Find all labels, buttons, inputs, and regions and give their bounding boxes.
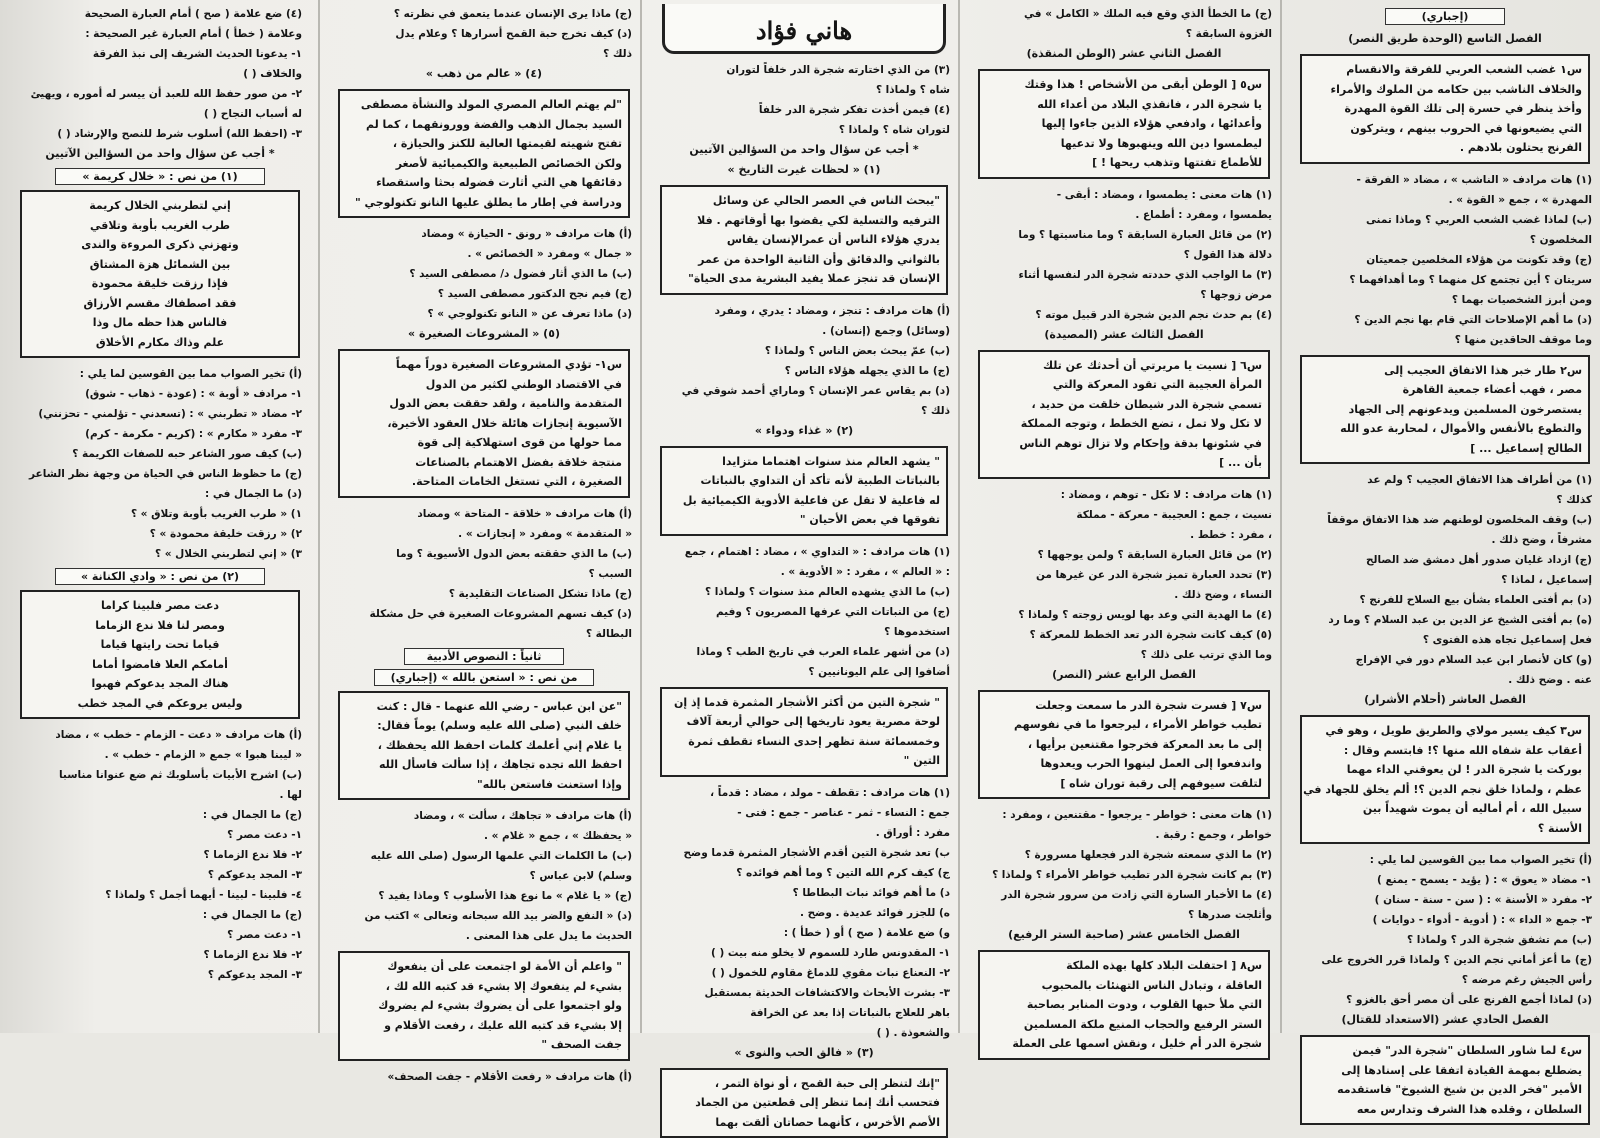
text-line: ٣- بشرت الأبحاث والاكتشافات الحديثة بمستقبل (658, 983, 950, 1003)
text-line: ولو اجتمعوا على أن يضروك بشيء لم يضروك (346, 996, 622, 1016)
text-line: (ج) ما الجمال في : (18, 805, 302, 825)
question-list (658, 783, 950, 1043)
text-line: كذلك ؟ (1298, 490, 1592, 510)
text-line: ذلك ؟ (658, 401, 950, 421)
text-line: باهر للعلاج بالنباتات إذا بعد عن الخرافة (658, 1003, 950, 1023)
text-line: الأسنة ؟ (1308, 819, 1582, 839)
text-line: ١- المقدونس طارد للسموم لا يخلو منه بيت ( ) (658, 943, 950, 963)
text-line: (أ) هات مرادف « رفعت الأقلام - جفت الصحف» (336, 1067, 632, 1087)
excerpt-box (978, 69, 1270, 179)
excerpt-box (338, 951, 630, 1061)
text-line: س٢ طار خبر هذا الاتفاق العجيب إلى (1308, 361, 1582, 381)
text-line: بالنباتات الطبية لأنه تأكد أن التداوي بالنباتات (668, 471, 940, 491)
text-line: (١) هات مرادف : « التداوي » ، مضاد : اهتمام ، جمع (658, 542, 950, 562)
column-passages-and-hadith (328, 0, 640, 1033)
text-line: تفوقها في بعض الأحيان " (668, 510, 940, 530)
excerpt-box (1300, 715, 1590, 844)
text-line: وتهزني ذكرى المروءة والندى (28, 235, 292, 255)
text-line: المخلصون ؟ (1298, 230, 1592, 250)
excerpt-box (1300, 54, 1590, 164)
text-line: (د) بم يقاس عمر الإنسان ؟ وماراي أحمد شوقي في (658, 381, 950, 401)
text-line: (٣) تحدد العبارة تميز شجرة الدر عن غيرها من (976, 565, 1272, 585)
text-line: (أ) هات مرادف « رونق - الحيازة » ومضاد (336, 224, 632, 244)
text-line: خواطر ، وجمع : رقبة . (976, 825, 1272, 845)
text-line: أعقاب علة شفاه الله منها ؟! فابتسم وقال : (1308, 741, 1582, 761)
text-line: (ج) « يا غلام » ما نوع هذا الأسلوب ؟ وماذا يفيد ؟ (336, 886, 632, 906)
text-line: لا تكل ولا تمل ، تضع الخطط ، وتوجه المملكة (986, 414, 1262, 434)
excerpt-box (978, 950, 1270, 1060)
text-line: " شجرة التين من أكثر الأشجار المثمرة قدما إذ إن (668, 693, 940, 713)
text-line: (ج) ماذا يرى الإنسان عندما يتعمق في نظرته ؟ (336, 4, 632, 24)
text-line: (د) « النفع والضر بيد الله سبحانه وتعالى » اكتب من (336, 906, 632, 926)
text-line: (٣) من الذي اختارته شجرة الدر خلفاً لتوران (658, 60, 950, 80)
question-list (1298, 170, 1592, 350)
column-rule (958, 0, 960, 1033)
excerpt-box (660, 185, 948, 295)
passage-title: (٥) « المشروعات الصغيرة » (336, 324, 632, 344)
text-line: (ب) عمّ يبحث بعض الناس ؟ ولماذا ؟ (658, 341, 950, 361)
text-line: الفرنج يحتلون بلادهم . (1308, 138, 1582, 158)
question-list (336, 224, 632, 324)
text-line: (وسائل) وجمع (إنسان) . (658, 321, 950, 341)
text-line: س٨ [ احتفلت البلاد كلها بهذه الملكة (986, 956, 1262, 976)
text-line: والشعوذة . ( ) (658, 1023, 950, 1043)
section-heading: الفصل الحادي عشر (الاستعداد للقتال) (1298, 1010, 1592, 1030)
column-rule (1280, 0, 1282, 1033)
text-line: (د) كيف تخرج حبة القمح أسرارها ؟ وعلام يدل (336, 24, 632, 44)
text-line: فعل إسماعيل تجاه هذه الفتوى ؟ (1298, 630, 1592, 650)
text-line: مما حولها من قوى استهلاكية إلى قوة (346, 433, 622, 453)
question-list (18, 725, 302, 985)
text-line: (٣) بم كانت شجرة الدر تطيب خواطر الأمراء ؟ ولماذا ؟ (976, 865, 1272, 885)
text-line: واندفعوا إلى العمل لينهوا الحرب ويعدوها (986, 754, 1262, 774)
text-line: (١) هات مرادف : لا تكل - توهم ، ومضاد : (976, 485, 1272, 505)
text-line: فالناس هذا حظه مال وذا (28, 313, 292, 333)
text-line: وأخذ ينظر في حسرة إلى تلك القوة المهدرة (1308, 99, 1582, 119)
text-line: السبب ؟ (336, 564, 632, 584)
text-line: ١) « طرب الغريب بأوبة وتلاق » ؟ (18, 504, 302, 524)
text-label: (١) من نص : « خلال كريمة » (55, 168, 265, 185)
text-line: (د) بم أفتى العلماء بشأن بيع السلاح للفرنج ؟ (1298, 590, 1592, 610)
text-line: (١) من أطراف هذا الاتفاق العجيب ؟ ولم عد (1298, 470, 1592, 490)
text-line: السيد بجمال الذهب والفضة وورونقهما ، كما لم (346, 115, 622, 135)
text-line: « جمال » ومفرد « الخصائص » . (336, 244, 632, 264)
text-line: بالثواني والدقائق وأن الثانية الواحدة من عمر (668, 250, 940, 270)
text-line: (أ) هات مرادف « تجاهك ، سألت » ، ومضاد (336, 806, 632, 826)
text-line: الطالح إسماعيل ... ] (1308, 439, 1582, 459)
text-line: ٣) « إني لتطربني الخلال » ؟ (18, 544, 302, 564)
text-line: مشرفاً ، وضح ذلك . (1298, 530, 1592, 550)
text-line: يضطلع بمهمة القيادة اتفقا على إسنادها إلى (1308, 1061, 1582, 1081)
text-line: "إنك لتنظر إلى حبة القمح ، أو نواة التمر ، (668, 1074, 940, 1094)
text-line: (د) ما الجمال في : (18, 484, 302, 504)
text-line: (ب) وقف المخلصون لوطنهم ضد هذا الاتفاق موقفاً (1298, 510, 1592, 530)
text-line: فقد اصطفاك مقسم الأرزاق (28, 294, 292, 314)
text-line: س٥ [ الوطن أبقى من الأشخاص ! هذا وقتك (986, 75, 1262, 95)
excerpt-box (660, 687, 948, 777)
text-line: قياما تحت رايتها قياما (28, 635, 292, 655)
text-line: هناك المجد يدعوكم فهبوا (28, 674, 292, 694)
text-line: الآسيوية إنجازات هائلة خلال العقود الأخيرة، (346, 414, 622, 434)
text-line: ه) للجزر فوائد عديدة . وضح . (658, 903, 950, 923)
excerpt-box (338, 691, 630, 801)
text-line: وأعدائها ، وادفعي هؤلاء الذين جاءوا إليها (986, 114, 1262, 134)
text-line: (٣) ما الواجب الذي حددته شجرة الدر لنفسها أثناء (976, 265, 1272, 285)
text-line: ليطمسوا دين الله وينهبوها ولا تدعيها (986, 134, 1262, 154)
text-line: ٣- جمع « الداء » : ( أدوية - أدواء - دوايات ) (1298, 910, 1592, 930)
text-line: سبيل الله ، أم أماليه أن يموت شهيداً بين (1308, 799, 1582, 819)
text-line: يطمسوا ، ومفرد : أطماع . (976, 205, 1272, 225)
text-line: وخمسمائة سنة تظهر إحدى النساء تقطف ثمرة (668, 732, 940, 752)
text-line: س٦ [ نسيت يا مريرتي أن أحدثك عن تلك (986, 356, 1262, 376)
question-list (976, 4, 1272, 44)
text-line: تسمي شجرة الدر شيطان خلقت من حديد ، (986, 395, 1262, 415)
text-line: النساء ، وضح ذلك . (976, 585, 1272, 605)
text-label: (٢) من نص : « وادي الكنانة » (55, 568, 265, 585)
instruction: * أجب عن سؤال واحد من السؤالين الآتيين (18, 144, 302, 164)
section-heading: الفصل الرابع عشر (النصر) (976, 665, 1272, 685)
text-line: لتلقت سيوفهم إلى رقبة توران شاه ] (986, 774, 1262, 794)
section-heading: الفصل العاشر (أحلام الأشرار) (1298, 690, 1592, 710)
text-line: "لم يهتم العالم المصري المولد والنشأة مصطفى (346, 95, 622, 115)
text-line: (ب) ما الذي أثار فضول د/ مصطفى السيد ؟ (336, 264, 632, 284)
text-line: التي ملأ حبها القلوب ، ودوت المنابر بصاحبة (986, 995, 1262, 1015)
text-line: له أسباب النجاح ( ) (18, 104, 302, 124)
text-line: (ه) بم أفتى الشيخ عز الدين بن عبد السلام ؟ وما رد (1298, 610, 1592, 630)
text-line: نسيت ، جمع : العجيبة - معركة - مملكة (976, 505, 1272, 525)
text-line: وسلم) لابن عباس ؟ (336, 866, 632, 886)
part-two-label: ثانياً : النصوص الأدبية (404, 648, 564, 665)
text-line: وما الذي ترتب على ذلك ؟ (976, 645, 1272, 665)
text-line: ذلك ؟ (336, 44, 632, 64)
text-line: مصر ، فهب أعضاء جمعية القاهرة (1308, 380, 1582, 400)
text-line: الحديث ما يدل على هذا المعنى . (336, 926, 632, 946)
question-list (976, 805, 1272, 925)
text-line: وعلامة ( خطأ ) أمام العبارة غير الصحيحة : (18, 24, 302, 44)
text-line: ٣- المجد يدعوكم ؟ (18, 865, 302, 885)
text-line: يستصرخون المسلمين ويدعونهم إلى الجهاد (1308, 400, 1582, 420)
text-line: ١- دعت مصر ؟ (18, 825, 302, 845)
text-line: خلف النبي (صلى الله عليه وسلم) يوماً فقال: (346, 716, 622, 736)
text-line: وليس يروعكم في المجد خطب (28, 694, 292, 714)
section-heading: الفصل التاسع (الوحدة طريق النصر) (1298, 29, 1592, 49)
text-line: سريتان ؟ أين تجتمع كل منهما ؟ وما أهدافهما ؟ (1298, 270, 1592, 290)
text-line: ٢- من صور حفظ الله للعبد أن ييسر له أموره ، ويهيئ (18, 84, 302, 104)
text-line: علم وذاك مكارم الأخلاق (28, 333, 292, 353)
text-line: (أ) هات مرادف : تنجز ، ومضاد : يدري ، ومفرد (658, 301, 950, 321)
text-line: بين الشمائل هزة المشتاق (28, 255, 292, 275)
text-line: يا غلام إني أعلمك كلمات احفظ الله يحفظك ، (346, 736, 622, 756)
text-line: العاقلة ، وتبادل الناس التهنئات بالمحبوب (986, 976, 1262, 996)
text-line: منتجة خلاقة بفضل الاهتمام بالصناعات (346, 453, 622, 473)
text-line: س١- تؤدي المشروعات الصغيرة دوراً مهماً (346, 355, 622, 375)
text-line: س١ غضب الشعب العربي للفرقة والانقسام (1308, 60, 1582, 80)
question-list (1298, 850, 1592, 1010)
author-header (662, 4, 946, 54)
text-line: (ج) ماذا تشكل الصناعات التقليدية ؟ (336, 584, 632, 604)
text-line: بشيء لم ينفعوك إلا بشيء قد كتبه الله لك ، (346, 977, 622, 997)
text-line: (ج) ازداد غليان صدور أهل دمشق ضد الصالح (1298, 550, 1592, 570)
section-heading: الفصل الثالث عشر (المصيدة) (976, 325, 1272, 345)
text-line: (ج) ما الجمال في : (18, 905, 302, 925)
text-line: " يشهد العالم منذ سنوات اهتماما متزايدا (668, 452, 940, 472)
text-line: (ب) ما الذي يشهده العالم منذ سنوات ؟ ولماذا ؟ (658, 582, 950, 602)
text-line: رأس الجيش رغم مرضه ؟ (1298, 970, 1592, 990)
text-line: يدري هؤلاء الناس أن عمرالإنسان يقاس (668, 230, 940, 250)
question-list (658, 60, 950, 140)
text-line: ولكن الخصائص الطبيعية والكيميائية لأصغر (346, 154, 622, 174)
text-line: (ج) ما أعز أماني نجم الدين ؟ ولماذا قرر الخروج على (1298, 950, 1592, 970)
text-line: تطيب خواطر الأمراء ، ليرجعوا ما في نفوسهم (986, 715, 1262, 735)
text-line: الصغيرة ، التي تستغل الخامات المتاحة. (346, 472, 622, 492)
text-line: لتوران شاه ؟ ولماذا ؟ (658, 120, 950, 140)
text-line: الإنسان قد تنجز عملا يفيد البشرية مدى الحياة" (668, 269, 940, 289)
column-rule (640, 0, 642, 1033)
text-line: الأمير "فخر الدين بن شيخ الشيوخ" فاستقدمه (1308, 1080, 1582, 1100)
text-line: (ب) مم تشفق شجرة الدر ؟ ولماذا ؟ (1298, 930, 1592, 950)
text-line: ومن أبرز الشخصيات بهما ؟ (1298, 290, 1592, 310)
column-chapter-9-11 (1290, 0, 1600, 1033)
text-line: (ج) ما الذي يجهله هؤلاء الناس ؟ (658, 361, 950, 381)
question-list (1298, 470, 1592, 690)
text-line: (١) هات معنى : يطمسوا ، ومضاد : أبقى - (976, 185, 1272, 205)
text-line: د) ما أهم فوائد نبات البطاطا ؟ (658, 883, 950, 903)
text-line: (ب) اشرح الأبيات بأسلوبك ثم ضع عنوانا مناسبا (18, 765, 302, 785)
text-line: شجرة الدر أم خليل ، ونقش اسمها على العملة (986, 1034, 1262, 1054)
text-line: أمامكم العلا فامضوا أماما (28, 655, 292, 675)
text-line: في شئونها بدقة وإحكام ولا تزال توهم الناس (986, 434, 1262, 454)
text-line: فإذا رزقت خليقة محمودة (28, 274, 292, 294)
text-line: ١- مضاد « يعوق » : ( يؤيد - يسمح - يمنع ) (1298, 870, 1592, 890)
text-line: احفظ الله تجده تجاهك ، إذا سألت فاسأل الله (346, 755, 622, 775)
text-line: (ج) ما حظوظ الناس في الحياة من وجهة نظر الشاعر (18, 464, 302, 484)
text-line: (٤) فيمن أخذت تفكر شجرة الدر خلفاً (658, 100, 950, 120)
text-line: (د) ما أهم الإصلاحات التي قام بها نجم الدين ؟ (1298, 310, 1592, 330)
text-line: (أ) تخير الصواب مما بين القوسين لما يلي : (1298, 850, 1592, 870)
text-line: س٤ لما شاور السلطان "شجرة الدر" فيمن (1308, 1041, 1582, 1061)
column-poetry (10, 0, 310, 1033)
text-line: " واعلم أن الأمة لو اجتمعت على أن ينفعوك (346, 957, 622, 977)
text-line: (٢) ما الذي سمعته شجرة الدر فجعلها مسرورة ؟ (976, 845, 1272, 865)
text-line: له فاعلية لا تقل عن فاعلية الأدوية الكيميائية بل (668, 491, 940, 511)
text-line: (١) هات مرادف : تقطف - مولد ، مضاد : قدماً ، (658, 783, 950, 803)
text-line: (أ) تخير الصواب مما بين القوسين لما يلي : (18, 364, 302, 384)
text-line: (ب) لماذا غضب الشعب العربي ؟ وماذا تمنى (1298, 210, 1592, 230)
text-line: يا شجرة الدر ، فانقذي البلاد من أعداء الله (986, 95, 1262, 115)
instruction: * أجب عن سؤال واحد من السؤالين الآتيين (658, 140, 950, 160)
text-line: البطالة ؟ (336, 624, 632, 644)
text-line: لها . (18, 785, 302, 805)
text-line: التين " (668, 751, 940, 771)
text-line: أضافوا إلى علم اليونانيين ؟ (658, 662, 950, 682)
question-list (18, 4, 302, 144)
text-line: تفتح شهيته لقيمتها العالية للكنز والحيازة ، (346, 134, 622, 154)
text-line: « يحفظك » ، جمع « غلام » . (336, 826, 632, 846)
text-line: ١- مرادف « أوبة » : (عودة - ذهاب - شوق) (18, 384, 302, 404)
text-line: لوحة مصرية يعود تاريخها إلى حوالي أربعة آلاف (668, 712, 940, 732)
question-list (976, 485, 1272, 665)
text-line: وما موقف الحاقدين منها ؟ (1298, 330, 1592, 350)
text-line: ٢) « رزقت خليقة محمودة » ؟ (18, 524, 302, 544)
text-line: المهدرة » ، جمع « القوة » . (1298, 190, 1592, 210)
text-line: ودراسة في إطار ما يطلق عليها النانو تكنولوجي " (346, 193, 622, 213)
text-line: مرض زوجها ؟ (976, 285, 1272, 305)
text-line: (٤) بم حدث نجم الدين شجرة الدر قبيل موته ؟ (976, 305, 1272, 325)
text-line: ١- دعت مصر ؟ (18, 925, 302, 945)
question-list (658, 301, 950, 421)
text-line: ، مفرد : خطط . (976, 525, 1272, 545)
passage-title: (٣) « فالق الحب والنوى » (658, 1043, 950, 1063)
text-line: جمع : النساء - ثمر - عناصر - جمع : فتى - (658, 803, 950, 823)
text-line: (ج) فيم نجح الدكتور مصطفى السيد ؟ (336, 284, 632, 304)
text-line: إسماعيل ، لماذا ؟ (1298, 570, 1592, 590)
text-line: والخلاف ( ) (18, 64, 302, 84)
text-line: (٢) من قائل العبارة السابقة ؟ وما مناسبتها ؟ وما (976, 225, 1272, 245)
excerpt-box (978, 350, 1270, 479)
excerpt-box (1300, 355, 1590, 465)
text-line: دقائقها هي التي أثارت فضوله بحثا واستقصاء (346, 173, 622, 193)
text-line: الترفيه والتسلية لكي يقضوا بها أوقاتهم . فلا (668, 211, 940, 231)
excerpt-box (660, 1068, 948, 1138)
text-line: ب) تعد شجرة التين أقدم الأشجار المثمرة قدما وضح (658, 843, 950, 863)
text-line: ج) كيف كرم الله التين ؟ وما أهم فوائده ؟ (658, 863, 950, 883)
text-line: (ج) ما الخطأ الذي وقع فيه الملك « الكامل » في (976, 4, 1272, 24)
text-line: ٢- النعناع نبات مقوي للدماغ مقاوم للخمول ( ) (658, 963, 950, 983)
text-line: عنه . وضح ذلك . (1298, 670, 1592, 690)
column-reading-passages (650, 0, 958, 1033)
passage-title: (٤) « عالم من ذهب » (336, 64, 632, 84)
text-line: بوركت يا شجرة الدر ! لن يعوقني الداء مهما (1308, 760, 1582, 780)
section-heading: الفصل الخامس عشر (صاحبة الستر الرفيع) (976, 925, 1272, 945)
question-list (18, 364, 302, 564)
text-line: س٣ كيف يسير مولاي والطريق طويل ، وهو في (1308, 721, 1582, 741)
text-line: دلالة هذا القول ؟ (976, 245, 1272, 265)
text-line: (د) لماذا أجمع الفرنج على أن مصر أحق بالغزو ؟ (1298, 990, 1592, 1010)
text-line: (٢) من قائل العبارة السابقة ؟ ولمن يوجهها ؟ (976, 545, 1272, 565)
question-list (336, 4, 632, 64)
question-list (336, 1067, 632, 1087)
mandatory-label: (إجباري) (1385, 8, 1505, 25)
text-line: و) ضع علامة ( صح ) أو ( خطأ ) : (658, 923, 950, 943)
text-line: ومصر لنا فلا ندع الزماما (28, 616, 292, 636)
text-line: مفرد : أوراق . (658, 823, 950, 843)
text-line: الغزوة السابقة ؟ (976, 24, 1272, 44)
text-line: (و) كان لأنصار ابن عبد السلام دور في الإفراج (1298, 650, 1592, 670)
text-line: "عن ابن عباس - رضي الله عنهما - قال : كنت (346, 697, 622, 717)
text-line: « المتقدمة » ومفرد « إنجازات » . (336, 524, 632, 544)
text-line: طرب الغريب بأوبة وتلاقي (28, 216, 292, 236)
text-label: من نص : « استعن بالله » (إجباري) (374, 669, 594, 686)
text-line: وأثلجت صدرها ؟ (976, 905, 1272, 925)
text-line: (١) هات مرادف « الناشب » ، مضاد « الفرقة - (1298, 170, 1592, 190)
text-line: جفت الصحف " (346, 1035, 622, 1055)
text-line: استخدموها ؟ (658, 622, 950, 642)
text-line: ٤- فلبينا - لبينا - أيهما أجمل ؟ ولماذا ؟ (18, 885, 302, 905)
text-line: (٤) ما الهدية التي وعد بها لويس زوجته ؟ ولماذا ؟ (976, 605, 1272, 625)
poem-box (20, 190, 300, 358)
question-list (976, 185, 1272, 325)
text-line: في الاقتصاد الوطني لكثير من الدول (346, 375, 622, 395)
text-line: (ب) ما الكلمات التي علمها الرسول (صلى الله عليه (336, 846, 632, 866)
text-line: (٥) كيف كانت شجرة الدر تعد الخطط للمعركة ؟ (976, 625, 1272, 645)
text-line: وإذا استعنت فاستعن بالله" (346, 775, 622, 795)
text-line: « ليبنا هبوا » جمع « الزمام - خطب » . (18, 745, 302, 765)
text-line: المرأة العجيبة التي تقود المعركة والتي (986, 375, 1262, 395)
text-line: التي يضيعونها في الحروب بينهم ، ويتركون (1308, 119, 1582, 139)
text-line: س٧ [ فسرت شجرة الدر ما سمعت وجعلت (986, 696, 1262, 716)
excerpt-box (1300, 1035, 1590, 1125)
column-rule (318, 0, 320, 1033)
excerpt-box (338, 349, 630, 498)
text-line: (ب) ما الذي حققته بعض الدول الأسيوية ؟ وما (336, 544, 632, 564)
text-line: (ب) كيف صور الشاعر حبه للصفات الكريمة ؟ (18, 444, 302, 464)
text-line: (أ) هات مرادف « خلاقة - المتاحة » ومضاد (336, 504, 632, 524)
text-line: ٣- (احفظ الله) أسلوب شرط للنصح والإرشاد ( ) (18, 124, 302, 144)
text-line: ٢- مفرد « الأسنة » : ( سن - سنة - سنان ) (1298, 890, 1592, 910)
text-line: ٣- المجد يدعوكم ؟ (18, 965, 302, 985)
text-line: للأطماع تفتتها وتذهب ريحها ! ] (986, 153, 1262, 173)
question-list (336, 504, 632, 644)
text-line: ٣- مفرد « مكارم » : (كريم - مكرمة - كرم) (18, 424, 302, 444)
text-line: (ج) من النباتات التي عرفها المصريون ؟ وفيم (658, 602, 950, 622)
text-line: (١) هات معنى : خواطر - يرجعوا - مقتنعين ، ومفرد : (976, 805, 1272, 825)
text-line: بأن ... ] (986, 453, 1262, 473)
excerpt-box (338, 89, 630, 218)
text-line: فتحسب أنك إنما تنظر إلى قطعتين من الجماد (668, 1093, 940, 1113)
text-line: (٤) ضع علامة ( صح ) أمام العبارة الصحيحة (18, 4, 302, 24)
text-line: شاه ؟ ولماذا ؟ (658, 80, 950, 100)
text-line: ٢- مضاد « تطربني » : (تسعدني - تؤلمني - تحزنني) (18, 404, 302, 424)
text-line: "يبحث الناس في العصر الحالي عن وسائل (668, 191, 940, 211)
excerpt-box (660, 446, 948, 536)
text-line: الستر الرفيع والحجاب المنيع ملكة المسلمين (986, 1015, 1262, 1035)
excerpt-box (978, 690, 1270, 800)
text-line: والخلاف الناشب بين حكامه من الملوك والأمراء (1308, 80, 1582, 100)
poem-box (20, 590, 300, 719)
author-name: هاني فؤاد (756, 16, 852, 45)
text-line: إني لتطربني الخلال كريمة (28, 196, 292, 216)
text-line: المتقدمة والنامية ، ولقد حققت بعض الدول (346, 394, 622, 414)
text-line: ٢- فلا ندع الزماما ؟ (18, 845, 302, 865)
text-line: : « العالم » ، مفرد : « الأدوية » . (658, 562, 950, 582)
passage-title: (١) « لحظات غيرت التاريخ » (658, 160, 950, 180)
text-line: والتطوع بالأنفس والأموال ، لمحاربة عدو الله (1308, 419, 1582, 439)
text-line: (د) من أشهر علماء العرب في تاريخ الطب ؟ وماذا (658, 642, 950, 662)
text-line: (د) ماذا تعرف عن « النانو تكنولوجي » ؟ (336, 304, 632, 324)
text-line: الأصم الأخرس ، كأنهما حصاتان ألقت بهما (668, 1113, 940, 1133)
text-line: (د) كيف تسهم المشروعات الصغيرة في حل مشكلة (336, 604, 632, 624)
text-line: إلى ما بعد المعركة فخرجوا مقتنعين برأيها ، (986, 735, 1262, 755)
question-list (658, 542, 950, 682)
text-line: (أ) هات مرادف « دعت - الزمام - خطب » ، مضاد (18, 725, 302, 745)
text-line: عظم ، ولماذا خلق نجم الدين ؟! ألم يخلق للجهاد في (1308, 780, 1582, 800)
text-line: إلا بشيء قد كتبه الله عليك ، رفعت الأقلام و (346, 1016, 622, 1036)
text-line: (٤) ما الأخبار السارة التي زادت من سرور شجرة الدر (976, 885, 1272, 905)
text-line: (ج) وقد تكونت من هؤلاء المخلصين جمعيتان (1298, 250, 1592, 270)
column-chapter-12-15 (968, 0, 1280, 1033)
text-line: ١- يدعونا الحديث الشريف إلى نبذ الفرقة (18, 44, 302, 64)
text-line: ٢- فلا ندع الزماما ؟ (18, 945, 302, 965)
text-line: السلطان ، وقلده هذا الشرف وتدارس معه (1308, 1100, 1582, 1120)
text-line: دعت مصر فلبينا كراما (28, 596, 292, 616)
section-heading: الفصل الثاني عشر (الوطن المنقذة) (976, 44, 1272, 64)
question-list (336, 806, 632, 946)
passage-title: (٢) « غذاء ودواء » (658, 421, 950, 441)
